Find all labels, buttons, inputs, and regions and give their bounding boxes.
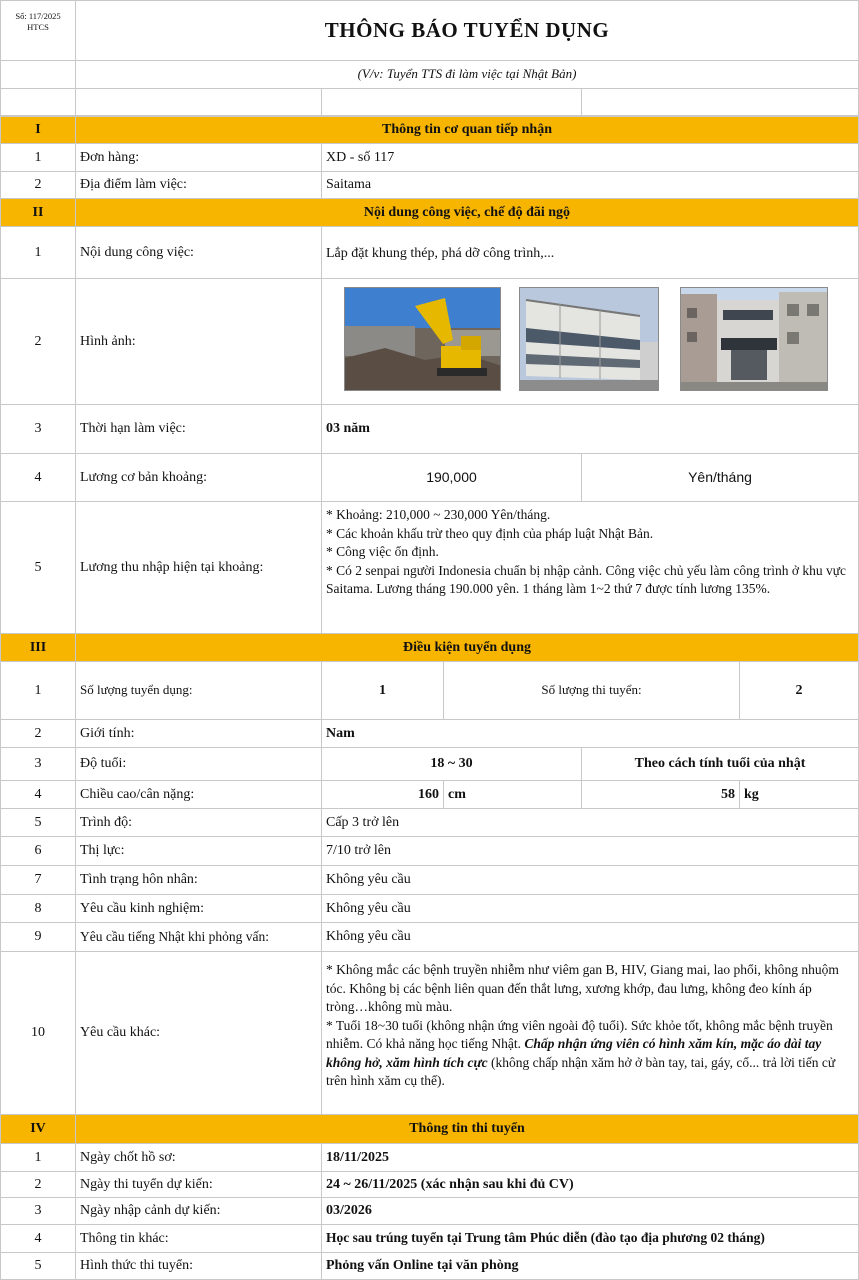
empty-cell [0, 88, 76, 116]
empty-cell [581, 88, 859, 116]
row-label: Ngày chốt hồ sơ: [75, 1143, 322, 1172]
exam-format-value: Phỏng vấn Online tại văn phòng [321, 1252, 859, 1280]
deadline-value: 18/11/2025 [321, 1143, 859, 1172]
job-images-cell [321, 278, 859, 405]
row-label: Ngày thi tuyển dự kiến: [75, 1171, 322, 1198]
income-line: * Các khoản khấu trừ theo quy định của pháp luật Nhật Bản. [326, 525, 654, 541]
eyesight-value: 7/10 trở lên [321, 836, 859, 866]
row-number: 3 [0, 747, 76, 781]
entry-date-value: 03/2026 [321, 1197, 859, 1225]
age-value: 18 ~ 30 [321, 747, 582, 781]
row-number: 8 [0, 894, 76, 923]
row-number: 2 [0, 1171, 76, 1198]
height-value: 160 [321, 780, 444, 809]
gender-value: Nam [321, 719, 859, 748]
other-requirement-line: * Không mắc các bệnh truyền nhiễm như viêm gan B, HIV, Giang mai, lao phổi, không nhuộm tóc. Không bị các bệnh liên quan đến thắt lưng, xương khớp, đau lưng, không đeo kính áp tròng…không mù màu. [326, 962, 839, 1014]
row-label: Độ tuổi: [75, 747, 322, 781]
row-label: Hình ảnh: [75, 278, 322, 405]
empty-cell [0, 60, 76, 89]
section-number: III [0, 633, 76, 662]
section-title: Điều kiện tuyển dụng [75, 633, 859, 662]
row-number: 2 [0, 278, 76, 405]
page-subtitle: (V/v: Tuyển TTS đi làm việc tại Nhật Bản) [75, 60, 859, 89]
row-label: Thông tin khác: [75, 1224, 322, 1253]
exam-quantity-label: Số lượng thi tuyển: [443, 661, 740, 720]
row-number: 6 [0, 836, 76, 866]
row-number: 5 [0, 501, 76, 634]
row-number: 10 [0, 951, 76, 1115]
weight-value: 58 [581, 780, 740, 809]
other-requirement-line [326, 1017, 854, 1091]
row-number: 1 [0, 1143, 76, 1172]
location-value: Saitama [321, 171, 859, 199]
order-value: XD - số 117 [321, 143, 859, 172]
row-label: Yêu cầu tiếng Nhật khi phỏng vấn: [75, 922, 322, 952]
row-label: Yêu cầu khác: [75, 951, 322, 1115]
empty-cell [321, 88, 582, 116]
row-number: 7 [0, 865, 76, 895]
section-number: IV [0, 1114, 76, 1144]
row-label: Hình thức thi tuyển: [75, 1252, 322, 1280]
row-number: 1 [0, 226, 76, 279]
row-number: 1 [0, 143, 76, 172]
section-number: I [0, 116, 76, 144]
height-unit: cm [443, 780, 582, 809]
row-number: 5 [0, 808, 76, 837]
row-label: Địa điểm làm việc: [75, 171, 322, 199]
row-label: Đơn hàng: [75, 143, 322, 172]
building-frame-photo [519, 287, 659, 391]
row-number: 3 [0, 1197, 76, 1225]
other-requirement-text: (không chấp nhận xăm hở ở bàn tay, tai, gáy, cổ... trả lời tiến cử trên hình xăm cụ thể). [326, 1054, 836, 1088]
section-title: Nội dung công việc, chế độ đãi ngộ [75, 198, 859, 227]
row-label: Chiều cao/cân nặng: [75, 780, 322, 809]
row-label: Lương cơ bản khoảng: [75, 453, 322, 502]
excavator-photo [344, 287, 501, 391]
row-number: 4 [0, 780, 76, 809]
row-label: Trình độ: [75, 808, 322, 837]
recruit-quantity-value: 1 [321, 661, 444, 720]
education-value: Cấp 3 trở lên [321, 808, 859, 837]
income-line: * Công việc ổn định. [326, 544, 439, 559]
section-number: II [0, 198, 76, 227]
experience-value: Không yêu cầu [321, 894, 859, 923]
row-label: Thị lực: [75, 836, 322, 866]
tattoo-policy-text: Chấp nhận ứng viên có hình xăm kín, mặc áo dài tay không hở, xăm hình tích cực [326, 1036, 822, 1070]
base-salary-unit: Yên/tháng [581, 453, 859, 502]
row-number: 2 [0, 719, 76, 748]
row-number: 9 [0, 922, 76, 952]
other-requirements [321, 951, 859, 1115]
exam-date-value: 24 ~ 26/11/2025 (xác nhận sau khi đủ CV) [321, 1171, 859, 1198]
row-number: 4 [0, 453, 76, 502]
other-requirement-text: * Tuổi 18~30 tuổi (không nhận ứng viên ngoài độ tuổi). Sức khỏe tốt, không mắc bệnh truyền nhiễm. Có khả năng học tiếng Nhật. [326, 1017, 833, 1051]
row-label: Giới tính: [75, 719, 322, 748]
row-number: 3 [0, 404, 76, 454]
row-number: 1 [0, 661, 76, 720]
exam-quantity-value: 2 [739, 661, 859, 720]
row-label: Yêu cầu kinh nghiệm: [75, 894, 322, 923]
row-label: Nội dung công việc: [75, 226, 322, 279]
income-line: * Có 2 senpai người Indonesia chuẩn bị nhập cảnh. Công việc chủ yếu làm công trình ở khu vực Saitama. Lương tháng 190.000 yên. 1 tháng làm 1~2 thứ 7 được tính lương 135%. [326, 562, 847, 596]
japanese-value: Không yêu cầu [321, 922, 859, 952]
duration-value: 03 năm [321, 404, 859, 454]
doc-number: Số: 117/2025 [15, 11, 61, 21]
base-salary-value: 190,000 [321, 453, 582, 502]
other-info-value: Học sau trúng tuyển tại Trung tâm Phúc diễn (đào tạo địa phương 02 tháng) [321, 1224, 859, 1253]
weight-unit: kg [739, 780, 859, 809]
page-title: THÔNG BÁO TUYỂN DỤNG [75, 0, 859, 61]
income-details [321, 501, 859, 634]
job-content-value: Lắp đặt khung thép, phá dỡ công trình,... [321, 226, 859, 279]
doc-code: HTCS [27, 22, 49, 32]
row-label: Lương thu nhập hiện tại khoảng: [75, 501, 322, 634]
age-note: Theo cách tính tuổi của nhật [581, 747, 859, 781]
row-number: 2 [0, 171, 76, 199]
row-number: 4 [0, 1224, 76, 1253]
section-title: Thông tin thi tuyển [75, 1114, 859, 1144]
marital-value: Không yêu cầu [321, 865, 859, 895]
section-title: Thông tin cơ quan tiếp nhận [75, 116, 859, 144]
empty-cell [75, 88, 322, 116]
building-facade-photo [680, 287, 828, 391]
row-label: Thời hạn làm việc: [75, 404, 322, 454]
doc-number-cell [0, 0, 76, 61]
income-line: * Khoảng: 210,000 ~ 230,000 Yên/tháng. [326, 507, 551, 522]
row-label: Số lượng tuyển dụng: [75, 661, 322, 720]
row-label: Tình trạng hôn nhân: [75, 865, 322, 895]
row-number: 5 [0, 1252, 76, 1280]
row-label: Ngày nhập cảnh dự kiến: [75, 1197, 322, 1225]
